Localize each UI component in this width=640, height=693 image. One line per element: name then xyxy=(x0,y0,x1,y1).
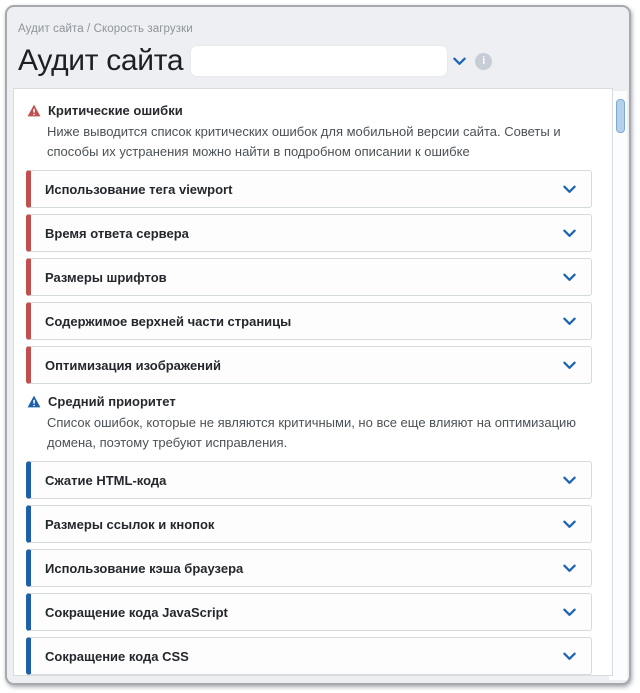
audit-error-item-label: Оптимизация изображений xyxy=(45,357,222,373)
audit-error-item-label: Использование кэша браузера xyxy=(45,560,244,576)
audit-error-item[interactable] xyxy=(26,170,592,208)
section-items xyxy=(26,461,592,675)
audit-error-item[interactable] xyxy=(26,593,592,631)
audit-error-item-label: Размеры шрифтов xyxy=(45,269,167,285)
site-select[interactable] xyxy=(191,46,447,76)
scrollbar-thumb[interactable] xyxy=(616,99,625,133)
audit-error-item-label: Сокращение кода JavaScript xyxy=(45,604,228,620)
chevron-down-icon[interactable] xyxy=(563,476,576,485)
page-header xyxy=(7,7,629,82)
audit-error-item[interactable] xyxy=(26,505,592,543)
audit-error-item-label: Сокращение кода CSS xyxy=(45,648,189,664)
chevron-down-icon[interactable] xyxy=(563,317,576,326)
chevron-down-icon[interactable] xyxy=(563,361,576,370)
info-icon[interactable]: i xyxy=(475,53,492,70)
title-row xyxy=(18,40,613,82)
audit-error-item-label: Сжатие HTML-кода xyxy=(45,472,167,488)
section-title: Средний приоритет xyxy=(48,394,176,409)
audit-error-item-label: Использование тега viewport xyxy=(45,181,233,197)
audit-error-item[interactable] xyxy=(26,549,592,587)
audit-error-item[interactable] xyxy=(26,214,592,252)
warning-triangle-icon xyxy=(27,104,41,117)
audit-error-item-label: Время ответа сервера xyxy=(45,225,189,241)
chevron-down-icon[interactable] xyxy=(563,520,576,529)
page-title: Аудит сайта xyxy=(18,44,184,77)
section-header xyxy=(26,394,592,409)
audit-errors-card xyxy=(13,88,613,676)
chevron-down-icon[interactable] xyxy=(563,652,576,661)
chevron-down-icon[interactable] xyxy=(453,57,466,66)
section-description: Ниже выводится список критических ошибок для мобильной версии сайта. Советы и способы их устранения можно найти в подробном описании к ошибке xyxy=(47,124,561,159)
audit-error-item[interactable] xyxy=(26,637,592,675)
chevron-down-icon[interactable] xyxy=(563,608,576,617)
audit-error-item[interactable] xyxy=(26,346,592,384)
chevron-down-icon[interactable] xyxy=(563,229,576,238)
audit-error-item-label: Содержимое верхней части страницы xyxy=(45,313,292,329)
section-items xyxy=(26,170,592,384)
audit-error-item[interactable] xyxy=(26,461,592,499)
sections-container xyxy=(26,103,592,675)
breadcrumb[interactable]: Аудит сайта / Скорость загрузки xyxy=(18,23,193,35)
chevron-down-icon[interactable] xyxy=(563,185,576,194)
section-header xyxy=(26,103,592,118)
section-medium-priority xyxy=(26,394,592,675)
browser-viewport-frame xyxy=(5,5,631,685)
chevron-down-icon[interactable] xyxy=(563,564,576,573)
audit-error-item-label: Размеры ссылок и кнопок xyxy=(45,516,215,532)
section-title: Критические ошибки xyxy=(48,103,183,118)
audit-error-item[interactable] xyxy=(26,302,592,340)
section-description: Список ошибок, которые не являются критичными, но все еще влияют на оптимизацию домена, поэтому требуют исправления. xyxy=(47,415,577,450)
warning-triangle-icon xyxy=(27,395,41,408)
audit-error-item[interactable] xyxy=(26,258,592,296)
chevron-down-icon[interactable] xyxy=(563,273,576,282)
section-critical-errors xyxy=(26,103,592,384)
